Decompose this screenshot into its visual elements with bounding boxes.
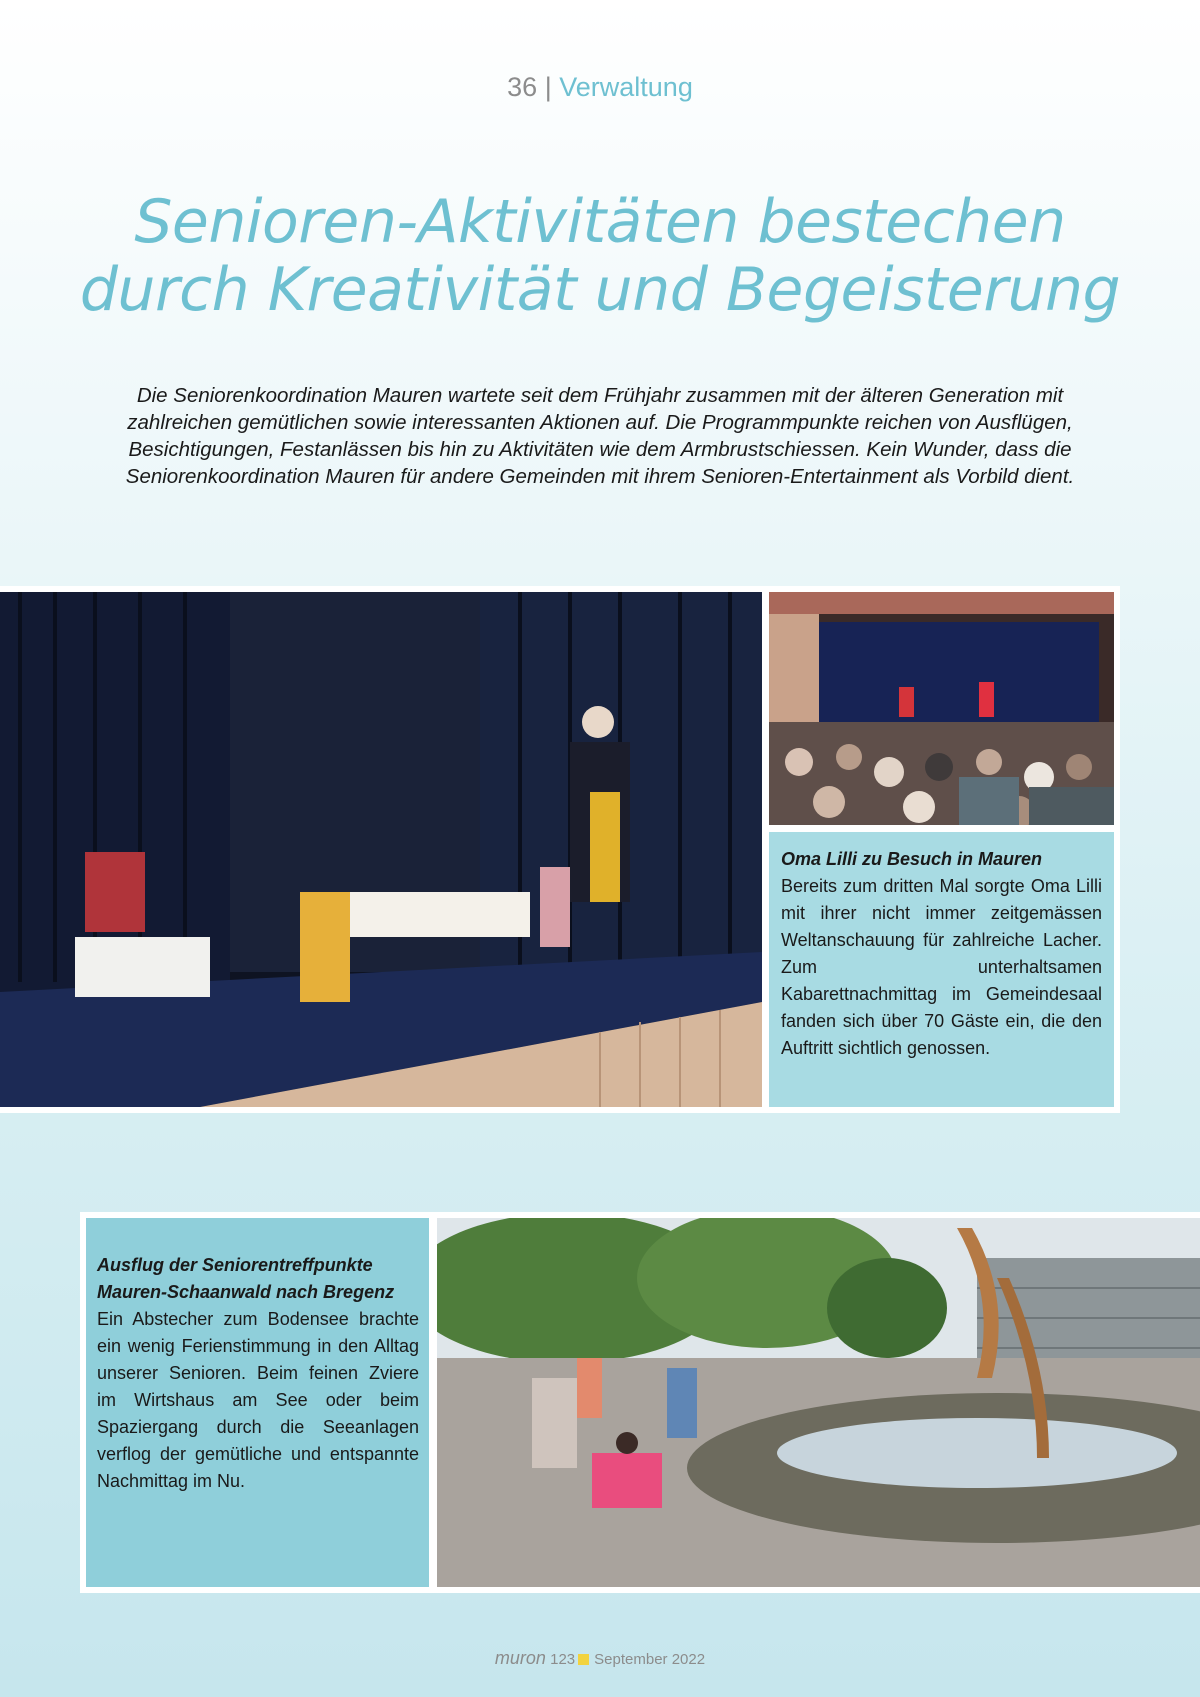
page-number: 36	[507, 72, 538, 102]
header-separator: |	[544, 72, 552, 102]
caption-box-oma-lilli	[769, 832, 1114, 1107]
page-header	[0, 72, 1200, 103]
title-line-2: durch Kreativität und Begeisterung	[79, 255, 1121, 325]
caption-box-bregenz	[86, 1218, 429, 1587]
issue-date: September 2022	[594, 1651, 706, 1668]
caption-title: Oma Lilli zu Besuch in Mauren	[781, 849, 1043, 869]
photo-row-1	[0, 586, 1120, 1113]
caption-title	[97, 1252, 419, 1306]
section-name: Verwaltung	[559, 72, 693, 102]
title-line-1: Senioren-Aktivitäten bestechen	[134, 187, 1066, 257]
caption-text: Bereits zum dritten Mal sorgte Oma Lilli mit ihrer nicht immer zeitgemässen Weltanschauung für zahlreiche Lacher. Zum unterhaltsamen Kabarettnachmittag im Gemeindesaal fanden sich über 70 Gäste ein, die den Auftritt sichtlich genossen.	[781, 876, 1102, 1058]
magazine-name: muron	[494, 1648, 546, 1668]
caption-title-line-1: Ausflug der Seniorentreffpunkte	[97, 1255, 373, 1275]
caption-title-line-2: Mauren-Schaanwald nach Bregenz	[97, 1282, 395, 1302]
issue-number: 123	[550, 1651, 576, 1668]
caption-text: Ein Abstecher zum Bodensee brachte ein wenig Ferienstimmung in den Alltag unserer Senioren. Beim feinen Zviere im Wirtshaus am See oder beim Spaziergang durch die Seeanlagen verflog der gemütliche und entspannte Nachmittag im Nu.	[97, 1309, 419, 1491]
article-lead: Die Seniorenkoordination Mauren wartete seit dem Frühjahr zusammen mit der älteren Generation mit zahlreichen gemütlichen sowie interessanten Aktionen auf. Die Programmpunkte reichen von Ausflügen, Besichtigungen, Festanlässen bis hin zu Aktivitäten wie dem Armbrustschiessen. Kein Wunder, dass die Seniorenkoordination Mauren für andere Gemeinden mit ihrem Senioren-Entertainment als Vorbild dient.	[125, 384, 1075, 488]
photo-audience-hall	[769, 592, 1114, 825]
page-footer	[0, 1648, 1200, 1669]
article-title	[60, 188, 1140, 324]
photo-bregenz-lake	[437, 1218, 1200, 1587]
photo-stage-performance	[0, 592, 762, 1107]
footer-square-icon	[578, 1654, 589, 1665]
photo-row-2	[80, 1212, 1200, 1593]
